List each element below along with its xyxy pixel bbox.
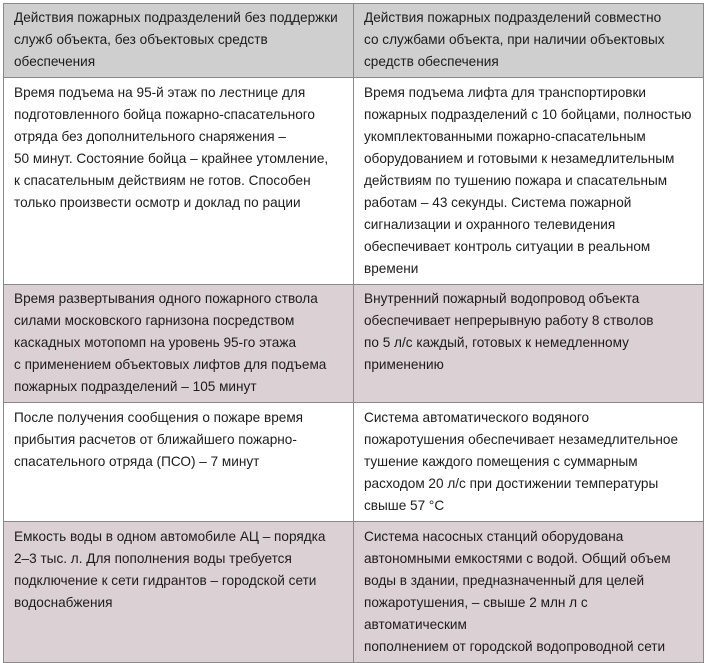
table-header-row [4,4,704,78]
comparison-document [3,3,703,654]
table-row [4,403,704,522]
table-cell-right: Внутренний пожарный водопровод объекта обеспечивает непрерывную работу 8 стволов по 5 л/с каждый, готовых к немедленному применению [354,285,704,403]
table-cell-right: Система насосных станций оборудована автономными емкостями с водой. Общий объем воды в здании, предназначенный для целей пожаротушения, – свыше 2 млн л с автоматическим пополнением от городской водопроводной сети [354,522,704,663]
table-cell-right: Время подъема лифта для транспортировки пожарных подразделений с 10 бойцами, полностью укомплектованными пожарно-спасательным оборудованием и готовыми к незамедлительным действиям по тушению пожара и спасательным работам – 43 секунды. Система пожарной сигнализации и охранного телевидения обеспечивает контроль ситуации в реальном времени [354,78,704,285]
table-cell-left: После получения сообщения о пожаре время прибытия расчетов от ближайшего пожарно- спасательного отряда (ПСО) – 7 минут [4,403,354,522]
table-cell-right: Система автоматического водяного пожаротушения обеспечивает незамедлительное тушение каждого помещения с суммарным расходом 20 л/с при достижении температуры свыше 57 °С [354,403,704,522]
comparison-table [3,3,704,663]
table-cell-left: Время подъема на 95-й этаж по лестнице для подготовленного бойца пожарно-спасательного отряда без дополнительного снаряжения – 50 минут. Состояние бойца – крайнее утомление, к спасательным действиям не готов. Способен только произвести осмотр и доклад по рации [4,78,354,285]
table-cell-left: Время развертывания одного пожарного ствола силами московского гарнизона посредством каскадных мотопомп на уровень 95-го этажа с применением объектовых лифтов для подъема пожарных подразделений – 105 минут [4,285,354,403]
table-row [4,522,704,663]
table-row [4,285,704,403]
table-cell-left: Емкость воды в одном автомобиле АЦ – порядка 2–3 тыс. л. Для пополнения воды требуется подключение к сети гидрантов – городской сети водоснабжения [4,522,354,663]
header-cell-without-support: Действия пожарных подразделений без поддержки служб объекта, без объектовых средств обеспечения [4,4,354,78]
header-cell-with-support: Действия пожарных подразделений совместно со службами объекта, при наличии объектовых средств обеспечения [354,4,704,78]
table-row [4,78,704,285]
